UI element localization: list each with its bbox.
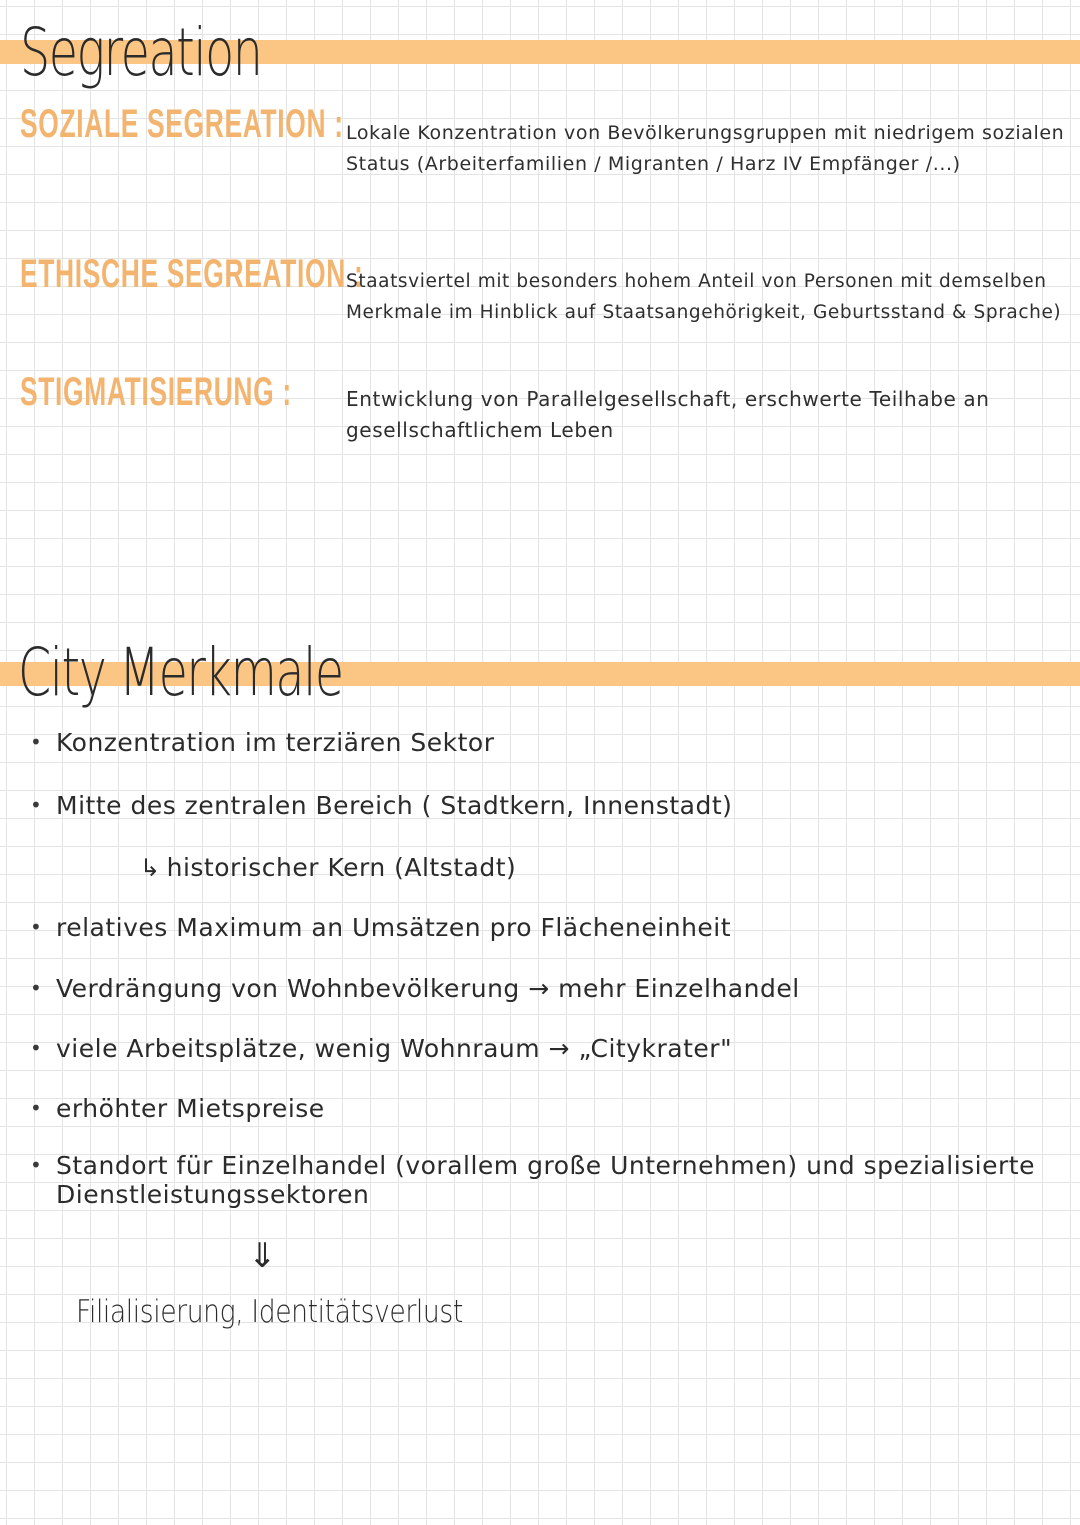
list-item: • Verdrängung von Wohnbevölkerung → mehr Einzelhandel xyxy=(30,974,800,1003)
definition-soziale-segreation: Lokale Konzentration von Bevölkerungsgruppen mit niedrigem sozialen Status (Arbeiterfamilien / Migranten / Harz IV Empfänger /...) xyxy=(346,122,1065,175)
sub-item-label: historischer Kern (Altstadt) xyxy=(166,853,517,882)
term-soziale-segreation: SOZIALE SEGREATION : xyxy=(20,102,344,146)
list-item: • viele Arbeitsplätze, wenig Wohnraum → „Citykrater" xyxy=(30,1034,732,1063)
list-item: • relatives Maximum an Umsätzen pro Flächeneinheit xyxy=(30,913,731,942)
definition-ethische-segreation: Staatsviertel mit besonders hohem Anteil von Personen mit demselben Merkmale im Hinblick auf Staatsangehörigkeit, Geburtsstand & Sprache) xyxy=(346,271,1062,323)
list-item: • Mitte des zentralen Bereich ( Stadtkern, Innenstadt) xyxy=(30,791,732,820)
list-item: • erhöhter Mietspreise xyxy=(30,1094,325,1123)
list-item: • Konzentration im terziären Sektor xyxy=(30,728,494,757)
section-title-city-merkmale: City Merkmale xyxy=(18,634,343,711)
term-stigmatisierung: STIGMATISIERUNG : xyxy=(20,370,292,414)
conclusion-text: Filialisierung, Identitätsverlust xyxy=(76,1294,463,1330)
sub-item-historischer-kern xyxy=(140,853,516,882)
definition-stigmatisierung: Entwicklung von Parallelgesellschaft, erschwerte Teilhabe an gesellschaftlichem Leben xyxy=(346,387,990,442)
term-ethische-segreation: ETHISCHE SEGREATION : xyxy=(20,252,364,296)
arrow-down-icon: ⇓ xyxy=(248,1236,277,1276)
section-title-segreation: Segreation xyxy=(20,14,262,91)
arrow-right-hook-icon: ↳ xyxy=(140,854,161,882)
list-item: • Standort für Einzelhandel (vorallem große Unternehmen) und spezialisierte Dienstleistungssektoren xyxy=(30,1151,1036,1209)
